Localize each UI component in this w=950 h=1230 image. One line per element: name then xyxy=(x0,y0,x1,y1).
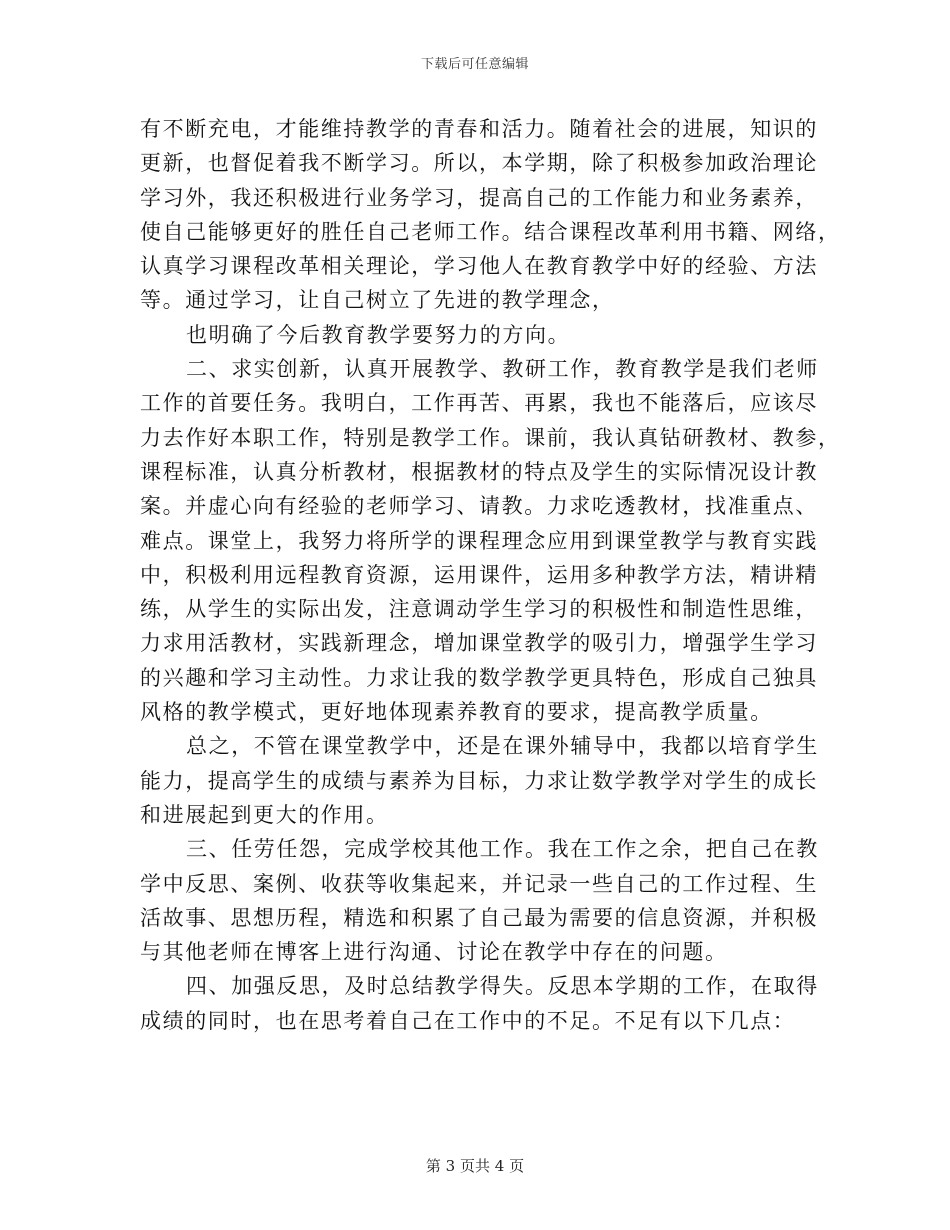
paragraph-start-line: 四、加强反思，及时总结教学得失。反思本学期的工作，在取得 xyxy=(186,974,819,999)
paragraph-start-line: 二、求实创新，认真开展教学、教研工作，教育教学是我们老师 xyxy=(186,357,819,382)
text-line: 中，积极利用远程教育资源，运用课件，运用多种教学方法，精讲精 xyxy=(140,562,818,587)
text-line: 课程标准，认真分析教材，根据教材的特点及学生的实际情况设计教 xyxy=(140,459,818,484)
text-line: 成绩的同时，也在思考着自己在工作中的不足。不足有以下几点： xyxy=(140,1008,796,1033)
document-body xyxy=(140,112,841,1038)
text-line: 有不断充电，才能维持教学的青春和活力。随着社会的进展，知识的 xyxy=(140,117,818,141)
text-line: 力求用活教材，实践新理念，增加课堂教学的吸引力，增强学生学习 xyxy=(140,631,818,656)
page-header: 下载后可任意编辑 xyxy=(420,57,529,72)
text-line: 力去作好本职工作，特别是教学工作。课前，我认真钻研教材、教参， xyxy=(140,425,841,450)
text-line: 风格的教学模式，更好地体现素养教育的要求，提高教学质量。 xyxy=(140,700,773,725)
text-line: 也明确了今后教育教学要努力的方向。 xyxy=(186,322,571,347)
text-line: 案。并虚心向有经验的老师学习、请教。力求吃透教材，找准重点、 xyxy=(140,494,818,519)
paragraph-start-line: 三、任劳任怨，完成学校其他工作。我在工作之余，把自己在教 xyxy=(186,837,819,862)
text-line: 认真学习课程改革相关理论，学习他人在教育教学中好的经验、方法 xyxy=(140,254,818,279)
text-line: 使自己能够更好的胜任自己老师工作。结合课程改革利用书籍、网络， xyxy=(140,219,841,244)
text-line: 学习外，我还积极进行业务学习，提高自己的工作能力和业务素养， xyxy=(140,185,818,210)
page-number-footer: 第 3 页共 4 页 xyxy=(425,1157,525,1175)
text-line: 和进展起到更大的作用。 xyxy=(140,802,389,827)
text-line: 活故事、思想历程，精选和积累了自己最为需要的信息资源，并积极 xyxy=(140,905,818,930)
text-line: 更新，也督促着我不断学习。所以，本学期，除了积极参加政治理论 xyxy=(140,151,818,176)
text-line: 等。通过学习，让自己树立了先进的教学理念， xyxy=(140,288,615,313)
text-line: 与其他老师在博客上进行沟通、讨论在教学中存在的问题。 xyxy=(140,940,728,965)
text-line: 学中反思、案例、收获等收集起来，并记录一些自己的工作过程、生 xyxy=(140,871,818,896)
text-line: 的兴趣和学习主动性。力求让我的数学教学更具特色，形成自己独具 xyxy=(140,665,818,690)
text-line: 工作的首要任务。我明白，工作再苦、再累，我也不能落后，应该尽 xyxy=(140,391,818,416)
text-line: 练，从学生的实际出发，注意调动学生学习的积极性和制造性思维， xyxy=(140,597,818,622)
paragraph-start-line: 总之，不管在课堂教学中，还是在课外辅导中，我都以培育学生 xyxy=(186,734,819,759)
text-line: 难点。课堂上，我努力将所学的课程理念应用到课堂教学与教育实践 xyxy=(140,528,818,553)
text-line: 能力，提高学生的成绩与素养为目标，力求让数学教学对学生的成长 xyxy=(140,768,818,793)
